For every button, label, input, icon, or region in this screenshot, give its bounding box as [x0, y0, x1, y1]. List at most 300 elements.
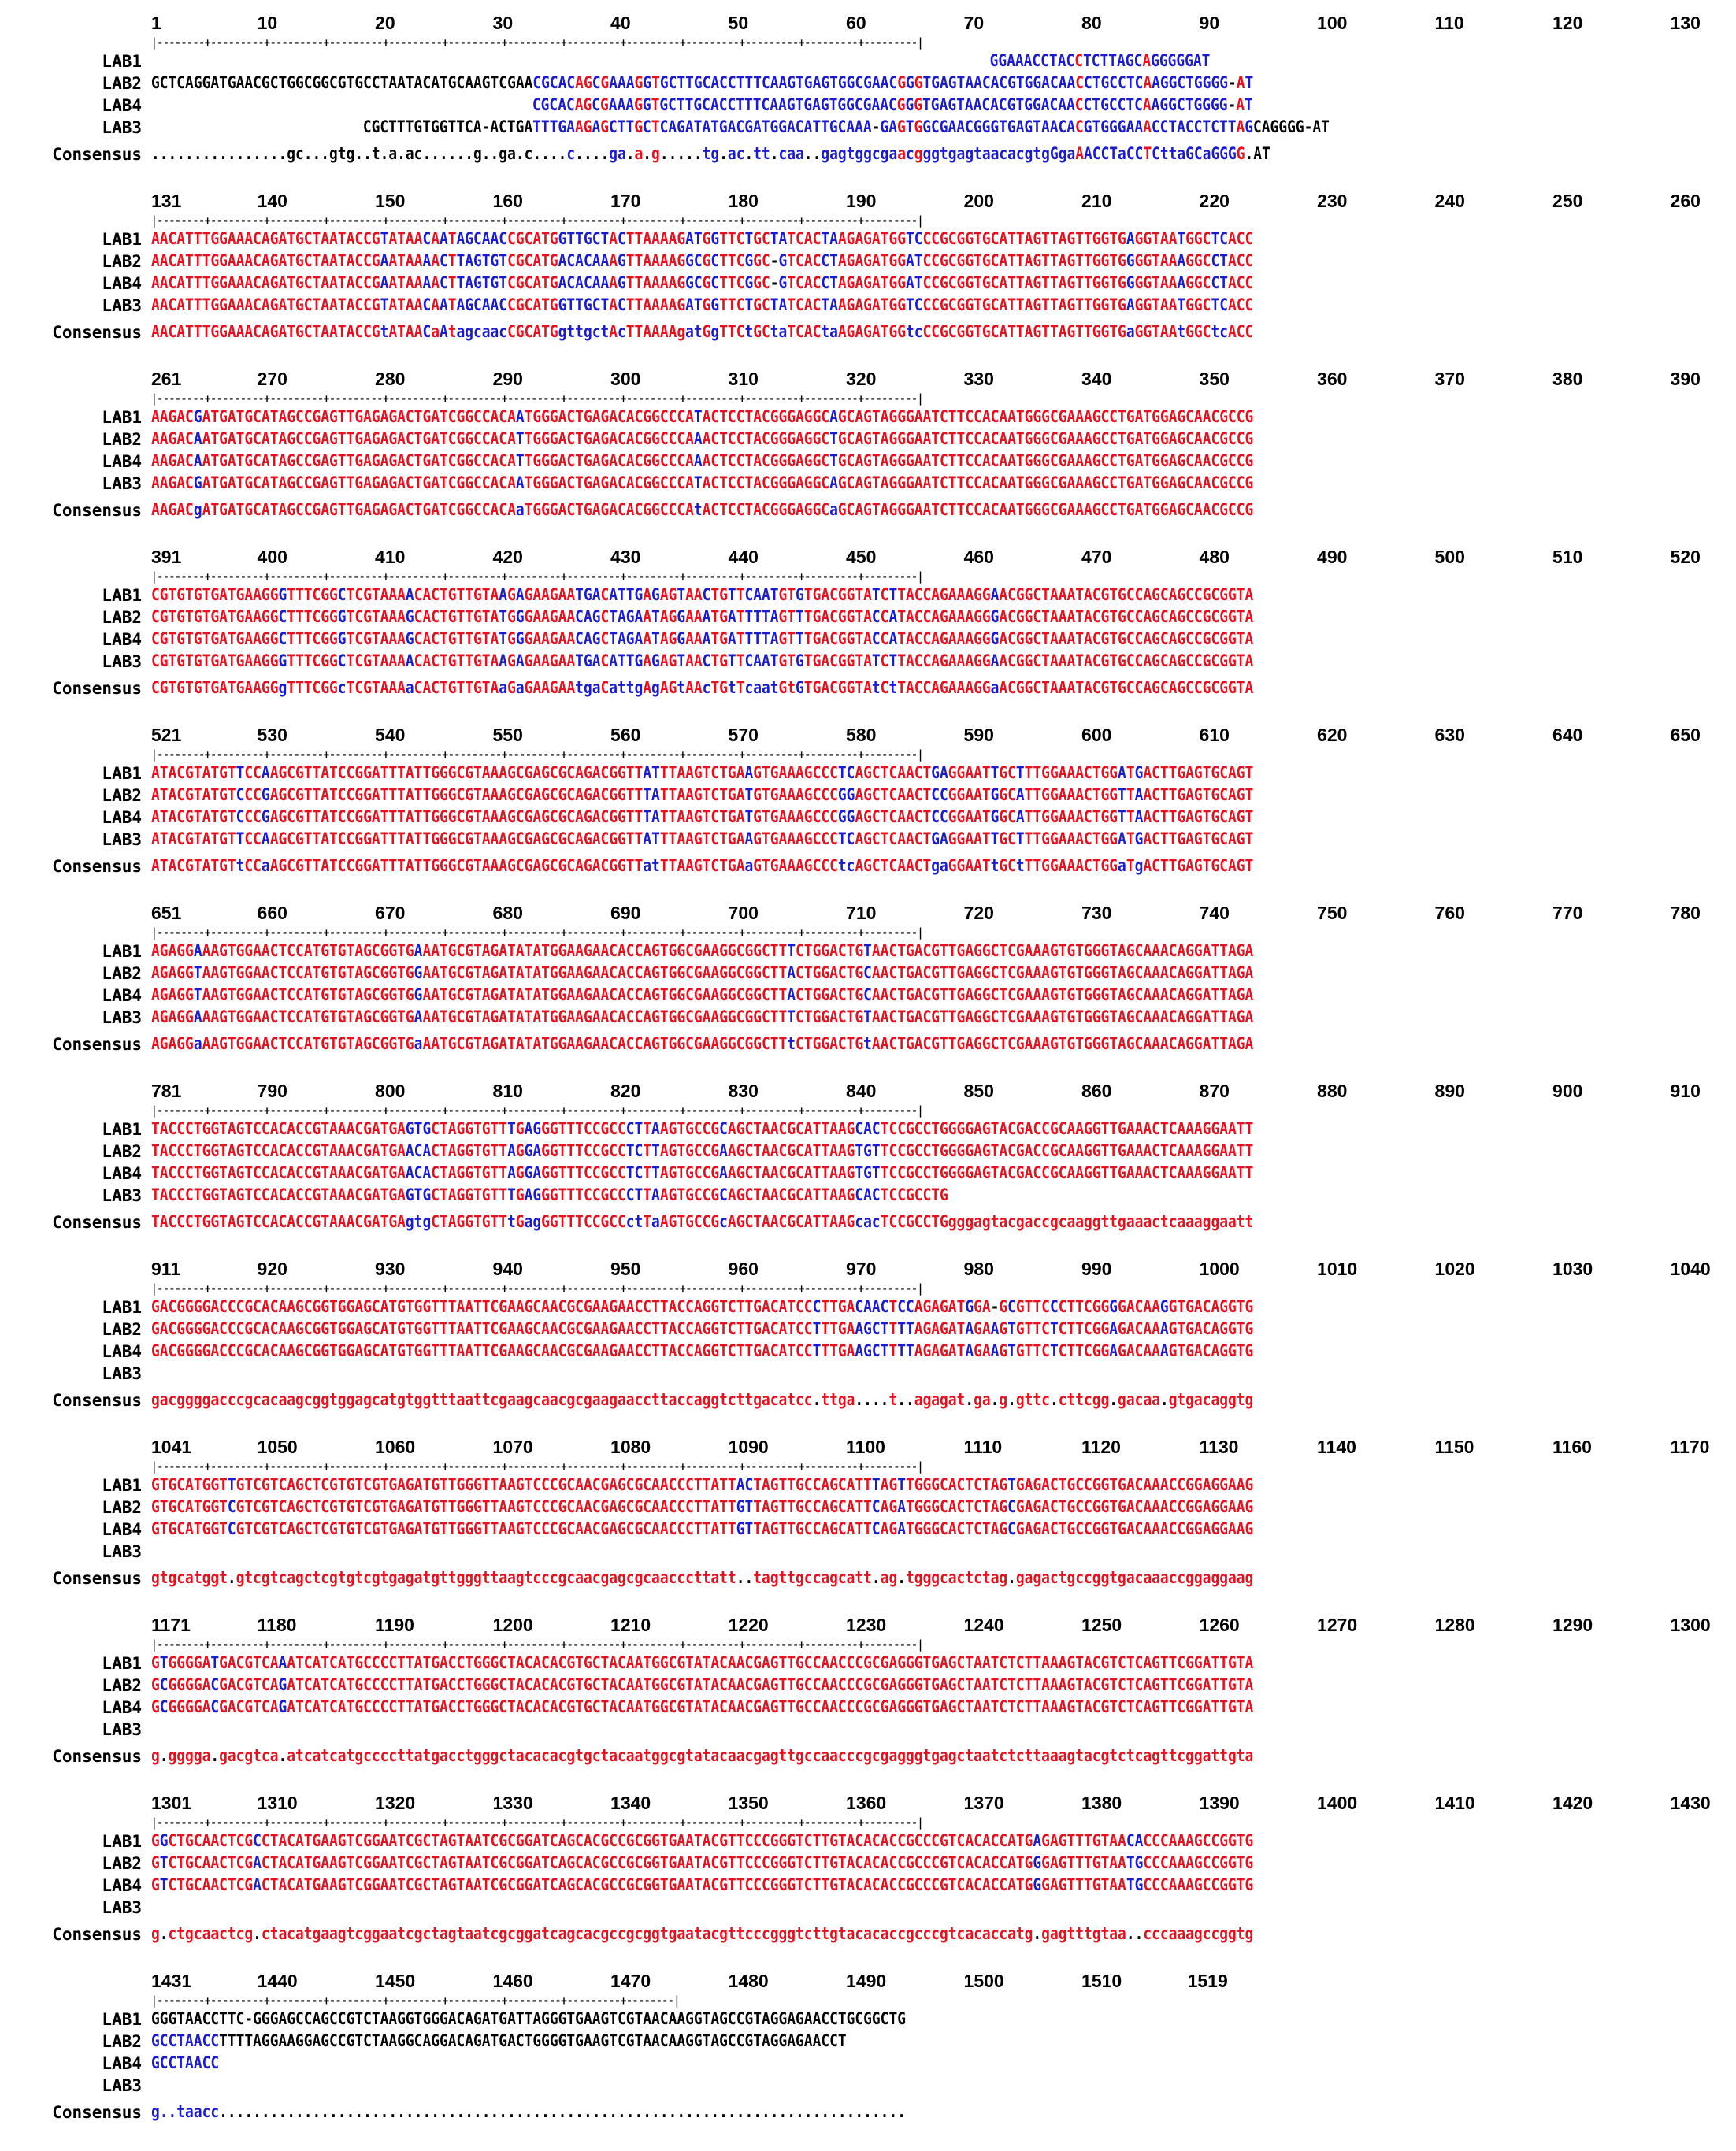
- sequence-label: LAB2: [102, 1854, 142, 1873]
- ruler-tick-label: 1370: [963, 1793, 1004, 1813]
- sequence-residues: GACGGGGACCCGCACAAGCGGTGGAGCATGTGGTTTAATTCGAAGCAACGCGAAGAACCTTACCAGGTCTTGACATCCTTTGAAGCTTTTAGAGATAGAAGTGTTCTCTTCGGAGACAAAGTGACAGGTG: [151, 1341, 1254, 1361]
- sequence-label: LAB2: [102, 430, 142, 449]
- ruler-tick-label: 390: [1670, 369, 1701, 389]
- ruler-tick-label: 131: [151, 191, 182, 211]
- sequence-residues: AAGACGATGATGCATAGCCGAGTTGAGAGACTGATCGGCCACAATGGGACTGAGACACGGCCCATACTCCTACGGGAGGCAGCAGTAGGGAATCTTCCACAATGGGCGAAAGCCTGATGGAGCAACGCCG: [151, 407, 1254, 427]
- sequence-row: [16, 784, 1733, 807]
- sequence-row: [16, 295, 1733, 317]
- ruler-tick-label: 1140: [1317, 1437, 1356, 1457]
- ruler-tick-label: 670: [375, 903, 406, 923]
- ruler-tick-label: 1170: [1670, 1437, 1710, 1457]
- sequence-label: LAB2: [102, 252, 142, 271]
- ruler-tick-label: 560: [610, 725, 641, 745]
- sequence-row: [16, 451, 1733, 473]
- position-ruler: [151, 189, 1733, 213]
- sequence-label: LAB1: [102, 2010, 142, 2029]
- alignment-block: [16, 367, 1733, 545]
- sequence-row: [16, 940, 1733, 962]
- sequence-row: [16, 2075, 1733, 2097]
- ruler-scale-line: |--------+---------+---------+---------+---------+---------+---------+---------+---------+---------+---------+---------+---------|: [151, 1281, 924, 1296]
- sequence-residues: GTCTGCAACTCGACTACATGAAGTCGGAATCGCTAGTAATCGCGGATCAGCACGCCGCGGTGAATACGTTCCCGGGTCTTGTACACACCGCCCGTCACACCATGGGAGTTTGTAATGCCCAAAGCCGGTG: [151, 1853, 1254, 1873]
- ruler-tick-label: 640: [1552, 725, 1583, 745]
- sequence-label: Consensus: [52, 323, 142, 342]
- ruler-tick-label: 130: [1670, 13, 1701, 33]
- consensus-row: [16, 1567, 1733, 1589]
- ruler-tick-label: 1160: [1552, 1437, 1592, 1457]
- sequence-row: [16, 250, 1733, 273]
- ruler-tick-label: 1430: [1670, 1793, 1711, 1813]
- sequence-row: [16, 428, 1733, 451]
- ruler-tick-label: 521: [151, 725, 182, 745]
- sequence-label: LAB2: [102, 74, 142, 93]
- ruler-tick-label: 680: [492, 903, 523, 923]
- sequence-residues: TACCCTGGTAGTCCACACCGTAAACGATGAGTGCTAGGTGTTTGAGGGTTTCCGCCCTTAAGTGCCGCAGCTAACGCATTAAGCACTCCGCCTG: [151, 1185, 948, 1205]
- sequence-label: LAB3: [102, 830, 142, 849]
- ruler-tick-label: 1110: [963, 1437, 1003, 1457]
- sequence-residues: TACCCTGGTAGTCCACACCGTAAACGATGAGTGCTAGGTGTTTGAGGGTTTCCGCCCTTAAGTGCCGCAGCTAACGCATTAAGCACTCCGCCTGGGGAGTACGACCGCAAGGTTGAAACTCAAAGGAATT: [151, 1119, 1254, 1139]
- sequence-residues: CGCTTTGTGGTTCA-ACTGATTTGAAGAGCTTGCTCAGATATGACGATGGACATTGCAAA-GAGTGGCGAACGGGTGAGTAACACGTGGGAAACCTACCTCTTAGCAGGGG-AT: [362, 117, 1330, 137]
- ruler-tick-label: 60: [846, 13, 866, 33]
- sequence-label: LAB4: [102, 1520, 142, 1539]
- sequence-row: [16, 1007, 1733, 1029]
- sequence-label: LAB2: [102, 2032, 142, 2051]
- sequence-residues: AGAGGAAAGTGGAACTCCATGTGTAGCGGTGAAATGCGTAGATATATGGAAGAACACCAGTGGCGAAGGCGGCTTTCTGGACTGTAACTGACGTTGAGGCTCGAAAGTGTGGGTAGCAAACAGGATTAGA: [151, 941, 1254, 961]
- sequence-residues: AACATTTGGAAACAGATGCTAATACCGTATAACAATAGCAACCGCATGGTTGCTACTTAAAAGATGGTTCTGCTATCACTAAGAGATGGTCCCGCGGTGCATTAGTTAGTTGGTGAGGTAATGGCTCACC: [151, 229, 1254, 249]
- ruler-tick-label: 20: [375, 13, 395, 33]
- ruler-tick-label: 360: [1317, 369, 1348, 389]
- ruler-tick-label: 740: [1199, 903, 1230, 923]
- sequence-residues: AACATTTGGAAACAGATGCTAATACCGAATAAAACTTAGTGTCGCATGACACAAAGTTAAAAGGCGCTTCGGC-GTCACCTAGAGATGGATCCGCGGTGCATTAGTTAGTTGGTGGGGTAAAGGCCTACC: [151, 273, 1254, 293]
- ruler-tick-label: 280: [375, 369, 406, 389]
- sequence-residues: CGTGTGTGATGAAGGGTTTCGGCTCGTAAAACACTGTTGTAAGAGAAGAATGACATTGAGAGTAACTGTTCAATGTGTGACGGTATCTTACCAGAAAGGAACGGCTAAATACGTGCCAGCAGCCGCGGTA: [151, 585, 1254, 605]
- ruler-tick-label: 90: [1199, 13, 1220, 33]
- ruler-tick-label: 400: [257, 547, 287, 567]
- sequence-row: [16, 651, 1733, 673]
- ruler-tick-label: 410: [375, 547, 406, 567]
- ruler-tick-label: 1130: [1199, 1437, 1239, 1457]
- ruler-tick-label: 1250: [1081, 1615, 1122, 1635]
- sequence-label: LAB1: [102, 1476, 142, 1495]
- ruler-tick-label: 30: [492, 13, 514, 33]
- ruler-tick-label: 1090: [728, 1437, 769, 1457]
- sequence-residues: gtgcatggt.gtcgtcagctcgtgtcgtgagatgttgggttaagtcccgcaacgagcgcaacccttatt..tagttgccagcatt.ag.tgggcactctag.gagactgccggtgacaaaccggaggaag: [151, 1568, 1254, 1588]
- sequence-row: [16, 807, 1733, 829]
- ruler-tick-label: 590: [963, 725, 994, 745]
- sequence-label: LAB4: [102, 1342, 142, 1361]
- alignment-block: [16, 11, 1733, 189]
- ruler-tick-label: 510: [1552, 547, 1583, 567]
- ruler-tick-label: 330: [963, 369, 994, 389]
- sequence-label: LAB1: [102, 764, 142, 783]
- ruler-scale-line: |--------+---------+---------+---------+---------+---------+---------+---------+---------+---------+---------+---------+---------|: [151, 1103, 924, 1118]
- sequence-label: LAB1: [102, 586, 142, 605]
- ruler-tick-label: 651: [151, 903, 182, 923]
- ruler-tick-label: 750: [1317, 903, 1348, 923]
- ruler-tick-label: 790: [257, 1081, 287, 1101]
- ruler-tick-label: 1410: [1434, 1793, 1475, 1813]
- ruler-tick-label: 1320: [375, 1793, 416, 1813]
- position-ruler: [151, 1257, 1733, 1281]
- sequence-residues: GGCTGCAACTCGCCTACATGAAGTCGGAATCGCTAGTAATCGCGGATCAGCACGCCGCGGTGAATACGTTCCCGGGTCTTGTACACACCGCCCGTCACACCATGAGAGTTTGTAACACCCAAAGCCGGTG: [151, 1831, 1254, 1851]
- consensus-row: [16, 1033, 1733, 1055]
- sequence-residues: AAGACGATGATGCATAGCCGAGTTGAGAGACTGATCGGCCACAATGGGACTGAGACACGGCCCATACTCCTACGGGAGGCAGCAGTAGGGAATCTTCCACAATGGGCGAAAGCCTGATGGAGCAACGCCG: [151, 473, 1254, 493]
- sequence-label: LAB1: [102, 1120, 142, 1139]
- sequence-residues: GACGGGGACCCGCACAAGCGGTGGAGCATGTGGTTTAATTCGAAGCAACGCGAAGAACCTTACCAGGTCTTGACATCCCTTGACAACTCCAGAGATGGA-GCGTTCCCTTCGGGGACAAGGTGACAGGTG: [151, 1297, 1254, 1317]
- sequence-residues: GCGGGGACGACGTCAGATCATCATGCCCCTTATGACCTGGGCTACACACGTGCTACAATGGCGTATACAACGAGTTGCCAACCCGCGAGGGTGAGCTAATCTCTTAAAGTACGTCTCAGTTCGGATTGTA: [151, 1697, 1254, 1717]
- sequence-row: [16, 606, 1733, 629]
- ruler-tick-label: 260: [1670, 191, 1701, 211]
- ruler-tick-label: 890: [1434, 1081, 1465, 1101]
- ruler-scale-line: |--------+---------+---------+---------+---------+---------+---------+---------+---------+---------+---------+---------+---------|: [151, 747, 924, 762]
- sequence-row: [16, 406, 1733, 428]
- ruler-tick-label: 1190: [375, 1615, 414, 1635]
- sequence-label: Consensus: [52, 1747, 142, 1766]
- ruler-tick-label: 1060: [375, 1437, 416, 1457]
- sequence-residues: AACATTTGGAAACAGATGCTAATACCGAATAAAACTTAGTGTCGCATGACACAAAGTTAAAAGGCGCTTCGGC-GTCACCTAGAGATGGATCCGCGGTGCATTAGTTAGTTGGTGGGGTAAAGGCCTACC: [151, 251, 1254, 271]
- sequence-row: [16, 762, 1733, 784]
- ruler-tick-label: 1440: [257, 1971, 298, 1991]
- ruler-scale-line: |--------+---------+---------+---------+---------+---------+---------+---------+---------+---------+---------+---------+---------|: [151, 1815, 924, 1830]
- ruler-scale-line: |--------+---------+---------+---------+---------+---------+---------+---------+--------|: [151, 1993, 681, 2008]
- ruler-tick-label: 140: [257, 191, 287, 211]
- ruler-tick-label: 490: [1317, 547, 1348, 567]
- sequence-residues: CGTGTGTGATGAAGGCTTTCGGGTCGTAAAGCACTGTTGTATGGGAAGAACAGCTAGAATAGGAAATGATTTTAGTTTGACGGTACCATACCAGAAAGGGACGGCTAAATACGTGCCAGCAGCCGCGGTA: [151, 607, 1254, 627]
- ruler-tick-label: 261: [151, 369, 182, 389]
- sequence-row: [16, 1719, 1733, 1741]
- ruler-scale-line: |--------+---------+---------+---------+---------+---------+---------+---------+---------+---------+---------+---------+---------|: [151, 213, 924, 228]
- ruler-tick-label: 1280: [1434, 1615, 1475, 1635]
- ruler-tick-label: 630: [1434, 725, 1465, 745]
- ruler-tick-label: 1230: [846, 1615, 887, 1635]
- sequence-row: [16, 1852, 1733, 1875]
- ruler-tick-label: 250: [1552, 191, 1583, 211]
- sequence-residues: AACATTTGGAAACAGATGCTAATACCGTATAACAATAGCAACCGCATGGTTGCTACTTAAAAGATGGTTCTGCTATCACTAAGAGATGGTCCCGCGGTGCATTAGTTAGTTGGTGAGGTAATGGCTCACC: [151, 295, 1254, 315]
- ruler-tick-label: 1400: [1317, 1793, 1358, 1813]
- sequence-row: [16, 1341, 1733, 1363]
- ruler-tick-label: 450: [846, 547, 877, 567]
- ruler-tick-label: 120: [1552, 13, 1583, 33]
- ruler-tick-label: 500: [1434, 547, 1465, 567]
- sequence-label: Consensus: [52, 857, 142, 876]
- sequence-label: LAB3: [102, 296, 142, 315]
- sequence-row: [16, 50, 1733, 72]
- ruler-tick-label: 1420: [1552, 1793, 1593, 1813]
- ruler-tick-label: 1: [151, 13, 161, 33]
- ruler-tick-label: 230: [1317, 191, 1348, 211]
- ruler-tick-label: 780: [1670, 903, 1701, 923]
- ruler-tick-label: 1510: [1081, 1971, 1122, 1991]
- ruler-tick-label: 830: [728, 1081, 759, 1101]
- sequence-residues: AGAGGTAAGTGGAACTCCATGTGTAGCGGTGGAATGCGTAGATATATGGAAGAACACCAGTGGCGAAGGCGGCTTACTGGACTGCAACTGACGTTGAGGCTCGAAAGTGTGGGTAGCAAACAGGATTAGA: [151, 963, 1254, 983]
- alignment-block: [16, 1079, 1733, 1257]
- sequence-row: [16, 1541, 1733, 1563]
- sequence-row: [16, 584, 1733, 606]
- position-ruler: [151, 1079, 1733, 1103]
- sequence-row: [16, 1296, 1733, 1318]
- ruler-tick-label: 1290: [1552, 1615, 1593, 1635]
- sequence-residues: ATACGTATGTCCCGAGCGTTATCCGGATTTATTGGGCGTAAAGCGAGCGCAGACGGTTTATTAAGTCTGATGTGAAAGCCCGGAGCTCAACTCCGGAATGGCATTGGAAACTGGTTAACTTGAGTGCAGT: [151, 807, 1254, 827]
- sequence-label: LAB1: [102, 230, 142, 249]
- ruler-tick-label: 950: [610, 1259, 641, 1279]
- sequence-label: LAB1: [102, 1298, 142, 1317]
- sequence-label: LAB3: [102, 1542, 142, 1561]
- sequence-residues: GTGGGGATGACGTCAAATCATCATGCCCCTTATGACCTGGGCTACACACGTGCTACAATGGCGTATACAACGAGTTGCCAACCCGCGAGGGTGAGCTAATCTCTTAAAGTACGTCTCAGTTCGGATTGTA: [151, 1653, 1254, 1673]
- sequence-row: [16, 1519, 1733, 1541]
- sequence-row: [16, 72, 1733, 95]
- sequence-label: LAB4: [102, 1164, 142, 1183]
- ruler-tick-label: 1519: [1187, 1971, 1228, 1991]
- ruler-tick-label: 80: [1081, 13, 1102, 33]
- sequence-residues: GCCTAACCTTTTAGGAAGGAGCCGTCTAAGGCAGGACAGATGACTGGGGTGAAGTCGTAACAAGGTAGCCGTAGGAGAACCT: [151, 2031, 847, 2051]
- sequence-label: Consensus: [52, 145, 142, 164]
- ruler-tick-label: 290: [492, 369, 523, 389]
- ruler-tick-label: 160: [492, 191, 523, 211]
- sequence-row: [16, 1363, 1733, 1385]
- sequence-row: [16, 2053, 1733, 2075]
- sequence-label: LAB4: [102, 1876, 142, 1895]
- sequence-residues: CGTGTGTGATGAAGGgTTTCGGcTCGTAAAaCACTGTTGTAaGaGAAGAAtgaCattgAgAGtAAcTGtTcaatGtGTGACGGTAtCtTACCAGAAAGGaACGGCTAAATACGTGCCAGCAGCCGCGGTA: [151, 678, 1254, 698]
- sequence-row: [16, 1652, 1733, 1674]
- ruler-tick-label: 620: [1317, 725, 1348, 745]
- sequence-row: [16, 473, 1733, 495]
- sequence-label: Consensus: [52, 1213, 142, 1232]
- ruler-tick-label: 110: [1434, 13, 1464, 33]
- ruler-scale-line: |--------+---------+---------+---------+---------+---------+---------+---------+---------+---------+---------+---------+---------|: [151, 569, 924, 584]
- sequence-residues: ATACGTATGTTCCAAGCGTTATCCGGATTTATTGGGCGTAAAGCGAGCGCAGACGGTTATTTAAGTCTGAAGTGAAAGCCCTCAGCTCAACTGAGGAATTGCTTTGGAAACTGGATGACTTGAGTGCAGT: [151, 763, 1254, 783]
- sequence-label: LAB3: [102, 1186, 142, 1205]
- sequence-label: LAB1: [102, 1832, 142, 1851]
- ruler-tick-label: 1310: [257, 1793, 298, 1813]
- position-ruler: [151, 1969, 1733, 1993]
- ruler-tick-label: 540: [375, 725, 406, 745]
- sequence-residues: CGTGTGTGATGAAGGCTTTCGGGTCGTAAAGCACTGTTGTATGGGAAGAACAGCTAGAATAGGAAATGATTTTAGTTTGACGGTACCATACCAGAAAGGGACGGCTAAATACGTGCCAGCAGCCGCGGTA: [151, 629, 1254, 649]
- ruler-tick-label: 170: [610, 191, 641, 211]
- ruler-tick-label: 1490: [846, 1971, 887, 1991]
- ruler-tick-label: 470: [1081, 547, 1112, 567]
- sequence-label: LAB4: [102, 808, 142, 827]
- sequence-label: LAB3: [102, 1720, 142, 1739]
- ruler-tick-label: 1301: [151, 1793, 192, 1813]
- ruler-tick-label: 980: [963, 1259, 994, 1279]
- sequence-label: LAB1: [102, 942, 142, 961]
- ruler-tick-label: 720: [963, 903, 994, 923]
- consensus-row: [16, 143, 1733, 165]
- sequence-label: LAB2: [102, 1676, 142, 1695]
- alignment-block: [16, 1613, 1733, 1791]
- ruler-tick-label: 880: [1317, 1081, 1348, 1101]
- ruler-tick-label: 970: [846, 1259, 877, 1279]
- ruler-tick-label: 870: [1199, 1081, 1230, 1101]
- sequence-row: [16, 1318, 1733, 1341]
- sequence-label: Consensus: [52, 1035, 142, 1054]
- consensus-row: [16, 499, 1733, 521]
- sequence-residues: GCCTAACC: [151, 2053, 220, 2073]
- sequence-residues: AAGACAATGATGCATAGCCGAGTTGAGAGACTGATCGGCCACATTGGGACTGAGACACGGCCCAAACTCCTACGGGAGGCTGCAGTAGGGAATCTTCCACAATGGGCGAAAGCCTGATGGAGCAACGCCG: [151, 451, 1254, 471]
- sequence-label: Consensus: [52, 501, 142, 520]
- ruler-tick-label: 70: [963, 13, 985, 33]
- sequence-label: LAB3: [102, 652, 142, 671]
- ruler-tick-label: 760: [1434, 903, 1465, 923]
- position-ruler: [151, 1613, 1733, 1637]
- sequence-label: LAB2: [102, 608, 142, 627]
- ruler-tick-label: 1240: [963, 1615, 1004, 1635]
- sequence-label: Consensus: [52, 1391, 142, 1410]
- sequence-residues: GCTCAGGATGAACGCTGGCGGCGTGCCTAATACATGCAAGTCGAACGCACAGCGAAAGGTGCTTGCACCTTTCAAGTGAGTGGCGAACGGGTGAGTAACACGTGGACAACCTGCCTCAAGGCTGGGG-AT: [151, 73, 1254, 93]
- consensus-row: [16, 855, 1733, 877]
- ruler-scale-line: |--------+---------+---------+---------+---------+---------+---------+---------+---------+---------+---------+---------+---------|: [151, 391, 924, 406]
- ruler-tick-label: 660: [257, 903, 287, 923]
- sequence-label: LAB2: [102, 1142, 142, 1161]
- ruler-tick-label: 40: [610, 13, 631, 33]
- alignment-block: [16, 1435, 1733, 1613]
- sequence-label: LAB3: [102, 118, 142, 137]
- ruler-tick-label: 550: [492, 725, 523, 745]
- ruler-tick-label: 1040: [1670, 1259, 1711, 1279]
- sequence-residues: AACATTTGGAAACAGATGCTAATACCGtATAACaAtagcaacCGCATGgttgctAcTTAAAAgatGgTTCtGCtaTCACtaAGAGATGGtcCCGCGGTGCATTAGTTAGTTGGTGaGGTAAtGGCtcACC: [151, 322, 1254, 342]
- ruler-tick-label: 1080: [610, 1437, 651, 1457]
- sequence-label: LAB4: [102, 1698, 142, 1717]
- consensus-row: [16, 1211, 1733, 1233]
- ruler-tick-label: 810: [492, 1081, 523, 1101]
- position-ruler: [151, 11, 1733, 35]
- sequence-row: [16, 1674, 1733, 1697]
- ruler-tick-label: 1030: [1552, 1259, 1593, 1279]
- ruler-tick-label: 1220: [728, 1615, 769, 1635]
- ruler-scale-line: |--------+---------+---------+---------+---------+---------+---------+---------+---------+---------+---------+---------+---------|: [151, 925, 924, 940]
- ruler-tick-label: 210: [1081, 191, 1112, 211]
- ruler-tick-label: 1340: [610, 1793, 651, 1813]
- ruler-tick-label: 990: [1081, 1259, 1112, 1279]
- sequence-residues: GGAAACCTACCTCTTAGCAGGGGGAT: [989, 51, 1211, 71]
- alignment-block: [16, 545, 1733, 723]
- ruler-tick-label: 1360: [846, 1793, 887, 1813]
- ruler-tick-label: 270: [257, 369, 287, 389]
- ruler-tick-label: 1200: [492, 1615, 533, 1635]
- sequence-residues: ................gc...gtg..t.a.ac......g..ga.c....c....ga.a.g.....tg.ac.tt.caa..gagtggcgaacgggtgagtaacacgtgGgaAACCTaCCTCttaGCaGGGG.AT: [151, 144, 1270, 164]
- position-ruler: [151, 545, 1733, 569]
- alignment-block: [16, 901, 1733, 1079]
- sequence-residues: TACCCTGGTAGTCCACACCGTAAACGATGAACACTAGGTGTTAGGAGGTTTCCGCCTCTTAGTGCCGAAGCTAACGCATTAAGTGTTCCGCCTGGGGAGTACGACCGCAAGGTTGAAACTCAAAGGAATT: [151, 1163, 1254, 1183]
- alignment-view: [16, 11, 1733, 2147]
- sequence-label: LAB4: [102, 986, 142, 1005]
- ruler-tick-label: 300: [610, 369, 641, 389]
- sequence-residues: GTGCATGGTTGTCGTCAGCTCGTGTCGTGAGATGTTGGGTTAAGTCCCGCAACGAGCGCAACCCTTATTACTAGTTGCCAGCATTTAGTTGGGCACTCTAGTGAGACTGCCGGTGACAAACCGGAGGAAG: [151, 1475, 1254, 1495]
- ruler-tick-label: 911: [151, 1259, 181, 1279]
- sequence-label: LAB3: [102, 474, 142, 493]
- sequence-residues: g..taacc.................................................................................: [151, 2102, 906, 2122]
- sequence-residues: TACCCTGGTAGTCCACACCGTAAACGATGAgtgCTAGGTGTTtGagGGTTTCCGCCctTaAGTGCCGcAGCTAACGCATTAAGcacTCCGCCTGgggagtacgaccgcaaggttgaaactcaaaggaatt: [151, 1212, 1254, 1232]
- ruler-tick-label: 1210: [610, 1615, 651, 1635]
- ruler-tick-label: 10: [257, 13, 278, 33]
- ruler-tick-label: 800: [375, 1081, 406, 1101]
- ruler-tick-label: 1480: [728, 1971, 769, 1991]
- ruler-tick-label: 1150: [1434, 1437, 1474, 1457]
- ruler-tick-label: 150: [375, 191, 406, 211]
- ruler-tick-label: 1000: [1199, 1259, 1240, 1279]
- ruler-tick-label: 610: [1199, 725, 1230, 745]
- sequence-label: LAB4: [102, 2054, 142, 2073]
- ruler-tick-label: 1070: [492, 1437, 533, 1457]
- ruler-tick-label: 1120: [1081, 1437, 1121, 1457]
- ruler-tick-label: 820: [610, 1081, 641, 1101]
- sequence-residues: AGAGGaAAGTGGAACTCCATGTGTAGCGGTGaAATGCGTAGATATATGGAAGAACACCAGTGGCGAAGGCGGCTTtCTGGACTGtAACTGACGTTGAGGCTCGAAAGTGTGGGTAGCAAACAGGATTAGA: [151, 1034, 1254, 1054]
- sequence-label: LAB3: [102, 1364, 142, 1383]
- ruler-tick-label: 1100: [846, 1437, 885, 1457]
- consensus-row: [16, 2101, 1733, 2123]
- position-ruler: [151, 367, 1733, 391]
- alignment-block: [16, 1791, 1733, 1969]
- sequence-residues: GACGGGGACCCGCACAAGCGGTGGAGCATGTGGTTTAATTCGAAGCAACGCGAAGAACCTTACCAGGTCTTGACATCCTTTGAAGCTTTTAGAGATAGAAGTGTTCTCTTCGGAGACAAAGTGACAGGTG: [151, 1319, 1254, 1339]
- sequence-label: LAB1: [102, 1654, 142, 1673]
- sequence-residues: ATACGTATGTTCCAAGCGTTATCCGGATTTATTGGGCGTAAAGCGAGCGCAGACGGTTATTTAAGTCTGAAGTGAAAGCCCTCAGCTCAACTGAGGAATTGCTTTGGAAACTGGATGACTTGAGTGCAGT: [151, 829, 1254, 849]
- sequence-residues: GTGCATGGTCGTCGTCAGCTCGTGTCGTGAGATGTTGGGTTAAGTCCCGCAACGAGCGCAACCCTTATTGTTAGTTGCCAGCATTCAGATGGGCACTCTAGCGAGACTGCCGGTGACAAACCGGAGGAAG: [151, 1497, 1254, 1517]
- sequence-label: LAB1: [102, 408, 142, 427]
- position-ruler: [151, 1791, 1733, 1815]
- sequence-label: LAB1: [102, 52, 142, 71]
- sequence-row: [16, 95, 1733, 117]
- ruler-tick-label: 1270: [1317, 1615, 1358, 1635]
- ruler-tick-label: 930: [375, 1259, 406, 1279]
- consensus-row: [16, 677, 1733, 699]
- ruler-tick-label: 430: [610, 547, 641, 567]
- sequence-label: LAB4: [102, 274, 142, 293]
- ruler-tick-label: 1460: [492, 1971, 533, 1991]
- sequence-residues: AGAGGTAAGTGGAACTCCATGTGTAGCGGTGGAATGCGTAGATATATGGAAGAACACCAGTGGCGAAGGCGGCTTACTGGACTGCAACTGACGTTGAGGCTCGAAAGTGTGGGTAGCAAACAGGATTAGA: [151, 985, 1254, 1005]
- sequence-row: [16, 1185, 1733, 1207]
- ruler-tick-label: 860: [1081, 1081, 1112, 1101]
- sequence-label: Consensus: [52, 2103, 142, 2122]
- sequence-label: Consensus: [52, 1569, 142, 1588]
- ruler-tick-label: 391: [151, 547, 182, 567]
- ruler-tick-label: 1380: [1081, 1793, 1122, 1813]
- ruler-tick-label: 380: [1552, 369, 1583, 389]
- ruler-tick-label: 910: [1670, 1081, 1701, 1101]
- sequence-residues: GTCTGCAACTCGACTACATGAAGTCGGAATCGCTAGTAATCGCGGATCAGCACGCCGCGGTGAATACGTTCCCGGGTCTTGTACACACCGCCCGTCACACCATGGGAGTTTGTAATGCCCAAAGCCGGTG: [151, 1875, 1254, 1895]
- consensus-row: [16, 1389, 1733, 1411]
- ruler-tick-label: 570: [728, 725, 759, 745]
- sequence-row: [16, 228, 1733, 250]
- ruler-tick-label: 460: [963, 547, 994, 567]
- ruler-tick-label: 440: [728, 547, 759, 567]
- sequence-residues: GCGGGGACGACGTCAGATCATCATGCCCCTTATGACCTGGGCTACACACGTGCTACAATGGCGTATACAACGAGTTGCCAACCCGCGAGGGTGAGCTAATCTCTTAAAGTACGTCTCAGTTCGGATTGTA: [151, 1675, 1254, 1695]
- ruler-tick-label: 190: [846, 191, 877, 211]
- sequence-label: LAB2: [102, 1498, 142, 1517]
- sequence-label: Consensus: [52, 1925, 142, 1944]
- sequence-row: [16, 1897, 1733, 1919]
- ruler-tick-label: 781: [151, 1081, 182, 1101]
- sequence-row: [16, 2030, 1733, 2053]
- ruler-tick-label: 1260: [1199, 1615, 1240, 1635]
- ruler-tick-label: 340: [1081, 369, 1112, 389]
- sequence-row: [16, 1163, 1733, 1185]
- ruler-tick-label: 1500: [963, 1971, 1004, 1991]
- sequence-label: LAB3: [102, 2076, 142, 2095]
- sequence-label: LAB2: [102, 1320, 142, 1339]
- sequence-residues: gacggggacccgcacaagcggtggagcatgtggtttaattcgaagcaacgcgaagaaccttaccaggtcttgacatcc.ttga....t..agagat.ga.g.gttc.cttcgg.gacaa.gtgacaggtg: [151, 1390, 1254, 1410]
- position-ruler: [151, 723, 1733, 747]
- sequence-row: [16, 1697, 1733, 1719]
- sequence-residues: g.ctgcaactcg.ctacatgaagtcggaatcgctagtaatcgcggatcagcacgccgcggtgaatacgttcccgggtcttgtacacaccgcccgtcacaccatg.gagtttgtaa..cccaaagccggtg: [151, 1924, 1254, 1944]
- sequence-label: LAB4: [102, 96, 142, 115]
- sequence-residues: GTGCATGGTCGTCGTCAGCTCGTGTCGTGAGATGTTGGGTTAAGTCCCGCAACGAGCGCAACCCTTATTGTTAGTTGCCAGCATTCAGATGGGCACTCTAGCGAGACTGCCGGTGACAAACCGGAGGAAG: [151, 1519, 1254, 1539]
- ruler-tick-label: 1050: [257, 1437, 298, 1457]
- ruler-tick-label: 960: [728, 1259, 759, 1279]
- ruler-scale-line: |--------+---------+---------+---------+---------+---------+---------+---------+---------+---------+---------+---------+---------|: [151, 1459, 924, 1474]
- sequence-residues: ATACGTATGTCCCGAGCGTTATCCGGATTTATTGGGCGTAAAGCGAGCGCAGACGGTTTATTAAGTCTGATGTGAAAGCCCGGAGCTCAACTCCGGAATGGCATTGGAAACTGGTTAACTTGAGTGCAGT: [151, 785, 1254, 805]
- ruler-tick-label: 730: [1081, 903, 1112, 923]
- ruler-tick-label: 50: [728, 13, 749, 33]
- ruler-tick-label: 200: [963, 191, 994, 211]
